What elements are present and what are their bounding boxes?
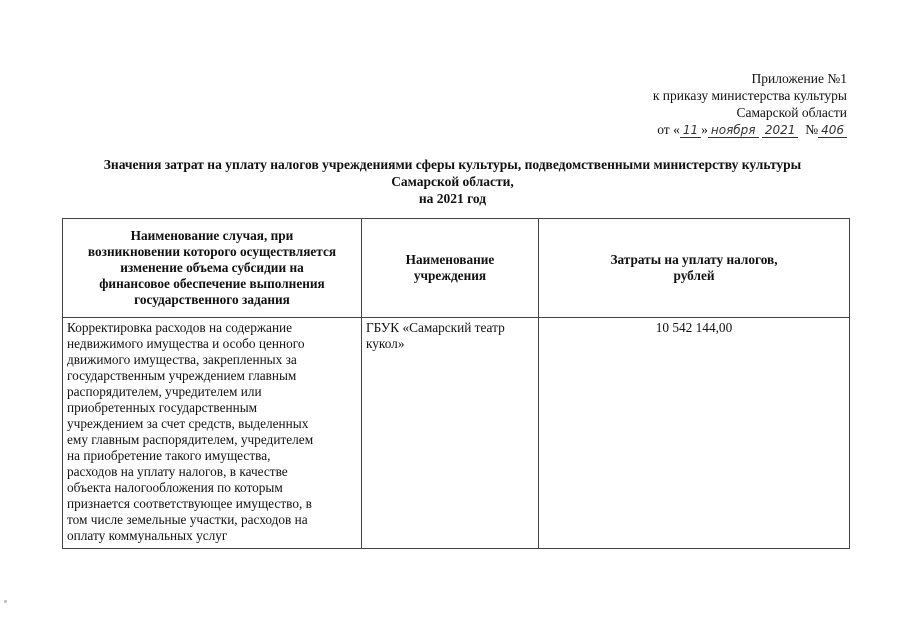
order-date-line <box>653 121 847 138</box>
document-title <box>50 156 855 207</box>
order-year: 2021 <box>762 123 799 138</box>
title-line-1: Значения затрат на уплату налогов учреждениями сферы культуры, подведомственными министерству культуры <box>103 157 802 172</box>
appendix-line-2: к приказу министерства культуры <box>652 88 847 103</box>
table-row <box>63 318 850 549</box>
header-case: Наименование случая, при возникновении которого осуществляется изменение объема субсидии на финансовое обеспечение выполнения государственного задания <box>63 219 362 318</box>
cell-institution: ГБУК «Самарский театр кукол» <box>362 318 539 549</box>
header-amount: Затраты на уплату налогов, рублей <box>539 219 850 318</box>
order-number: 406 <box>818 123 847 138</box>
cell-case: Корректировка расходов на содержание недвижимого имущества и особо ценного движимого имущества, закрепленных за государственным учреждением главным распорядителем, учредителем или приобретенных государственным учреждением за счет средств, выделенных ему главным распорядителем, учредителем на приобретение такого имущества, расходов на уплату налогов, в качестве объекта налогообложения по которым признается соответствующее имущество, в том числе земельные участки, расходов на оплату коммунальных услуг <box>63 318 362 549</box>
order-month: ноября <box>708 123 759 138</box>
table-header-row <box>63 219 850 318</box>
appendix-line-1: Приложение №1 <box>751 71 847 86</box>
header-institution: Наименование учреждения <box>362 219 539 318</box>
scan-speck <box>4 600 7 603</box>
order-mid: » <box>701 122 708 137</box>
order-prefix: от « <box>657 122 680 137</box>
order-day: 11 <box>680 123 701 138</box>
appendix-block <box>653 70 847 138</box>
order-number-prefix: № <box>805 122 819 137</box>
tax-costs-table <box>62 218 850 549</box>
appendix-line-3: Самарской области <box>736 105 847 120</box>
title-line-2: Самарской области, <box>391 174 514 189</box>
cell-amount: 10 542 144,00 <box>539 318 850 549</box>
title-line-3: на 2021 год <box>418 191 487 206</box>
